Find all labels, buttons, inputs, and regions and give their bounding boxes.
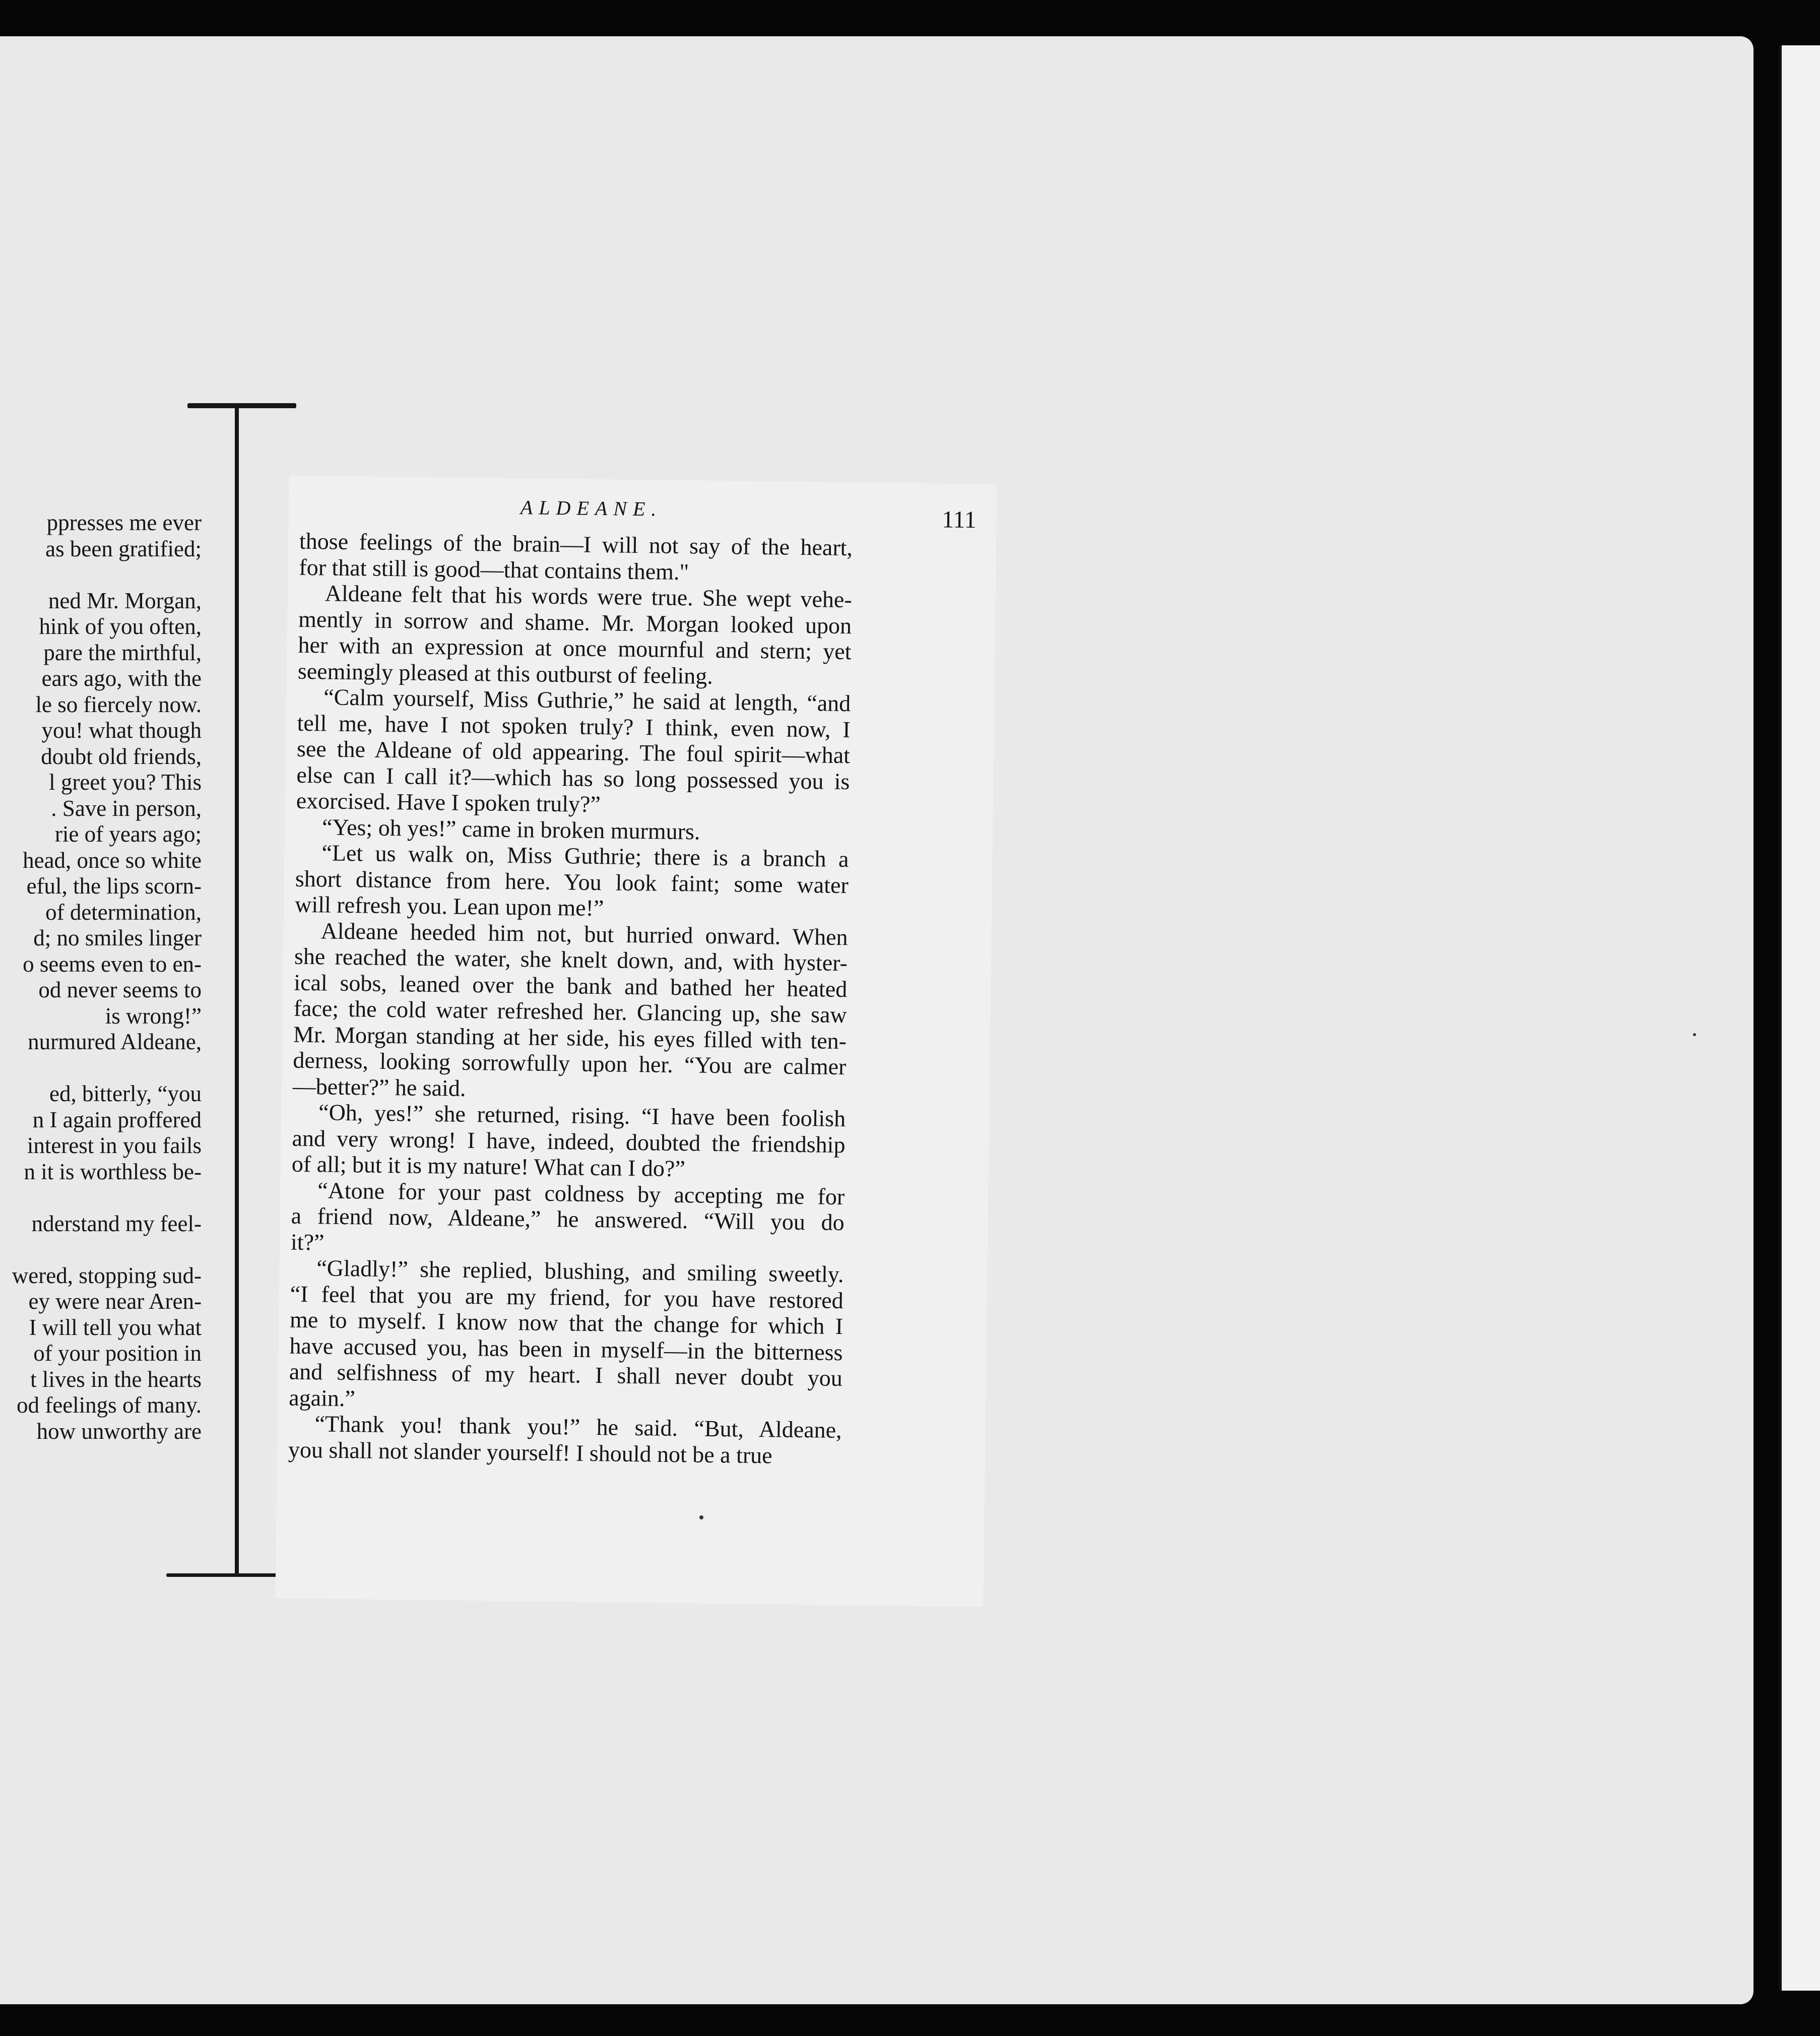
text-line: of all; but it is my nature! What can I do?”	[291, 1151, 686, 1182]
text-line: “Let us walk on, Miss Guthrie; there is a branch a	[321, 840, 849, 872]
scan-edge-dark	[1759, 0, 1779, 2036]
left-page-line: l greet you? This	[49, 770, 202, 795]
left-page-fragment	[0, 510, 202, 1528]
left-page-line: as been gratified;	[45, 536, 202, 561]
left-page-line: ned Mr. Morgan,	[48, 588, 202, 613]
left-page-line: . Save in person,	[51, 795, 202, 821]
left-page-line: le so fiercely now.	[35, 691, 202, 717]
left-page-line: I will tell you what	[29, 1314, 202, 1340]
scan-speck	[1693, 1033, 1696, 1036]
text-line: “Oh, yes!” she returned, rising. “I have been foolish	[318, 1099, 846, 1132]
gutter-rule-top	[187, 403, 296, 408]
left-page-line	[0, 1185, 202, 1211]
text-line: “Calm yourself, Miss Guthrie,” he said at length, “and	[323, 684, 851, 717]
left-page-line: rie of years ago;	[54, 821, 202, 847]
left-page-line: pare the mirthful,	[43, 640, 202, 665]
left-page-line: n it is worthless be-	[24, 1159, 202, 1184]
text-line: me to myself. I know now that the change for which I	[289, 1306, 843, 1340]
text-line: short distance from here. You look faint; some water	[295, 865, 849, 898]
left-page-line: d; no smiles linger	[33, 925, 202, 950]
left-page-line: n I again proffered	[32, 1107, 202, 1132]
text-line: will refresh you. Lean upon me!”	[294, 891, 604, 921]
left-page-line: how unworthy are	[36, 1418, 202, 1444]
left-page-line: od feelings of many.	[17, 1392, 202, 1418]
text-line: for that still is good—that contains them."	[299, 554, 689, 585]
text-line: “Gladly!” she replied, blushing, and smiling sweetly.	[316, 1255, 844, 1288]
left-page-line: hink of you often,	[39, 614, 202, 639]
left-page-line: is wrong!”	[105, 1003, 202, 1029]
left-page-line: of determination,	[45, 899, 202, 925]
text-line: “Yes; oh yes!” came in broken murmurs.	[321, 813, 700, 845]
left-page-line: od never seems to	[38, 977, 202, 1002]
running-head: ALDEANE.	[520, 496, 663, 521]
left-page-line: o seems even to en-	[23, 951, 202, 977]
text-line: “I feel that you are my friend, for you have restored	[290, 1281, 844, 1313]
text-line: else can I call it?—which has so long possessed you is	[296, 761, 850, 794]
left-page-line: wered, stopping sud-	[12, 1262, 202, 1288]
left-page-line: ears ago, with the	[41, 666, 202, 691]
text-line: tell me, have I not spoken truly? I think, even now, I	[297, 710, 851, 742]
scan-edge-frame	[1779, 45, 1820, 1991]
text-line: her with an expression at once mournful and stern; yet	[298, 631, 852, 665]
scan-background	[0, 36, 1753, 2004]
left-page-line: doubt old friends,	[41, 743, 202, 769]
text-line: Mr. Morgan standing at her side, his eyes filled with ten-	[293, 1021, 847, 1054]
gutter-rule	[235, 405, 239, 1577]
left-page-line: ey were near Aren-	[28, 1289, 202, 1314]
left-page-line: t lives in the hearts	[30, 1366, 202, 1392]
text-line: it?”	[290, 1229, 324, 1255]
left-page-line: head, once so white	[23, 847, 202, 873]
scan-speck	[699, 1515, 703, 1519]
text-line: she reached the water, she knelt down, and, with hyster-	[294, 943, 848, 976]
body-text	[288, 528, 853, 1469]
left-page-line: eful, the lips scorn-	[26, 873, 202, 899]
text-line: —better?” he said.	[292, 1073, 466, 1101]
text-line: exorcised. Have I spoken truly?”	[296, 787, 601, 817]
text-line: and very wrong! I have, indeed, doubted the friendship	[292, 1125, 846, 1158]
text-line: and selfishness of my heart. I shall never doubt you	[289, 1358, 843, 1391]
left-page-line: of your position in	[33, 1341, 202, 1366]
book-page	[275, 476, 997, 1607]
text-line: Aldeane heeded him not, but hurried onward. When	[320, 917, 848, 950]
left-page-line: interest in you fails	[27, 1133, 202, 1158]
left-page-line: you! what though	[41, 718, 202, 743]
left-page-line: nderstand my feel-	[31, 1211, 202, 1236]
left-page-line: nurmured Aldeane,	[28, 1029, 202, 1054]
page-number: 111	[941, 506, 977, 534]
left-page-line: ed, bitterly, “you	[49, 1081, 202, 1106]
text-line: you shall not slander yourself! I should not be a true	[288, 1436, 772, 1468]
text-line: “Thank you! thank you!” he said. “But, Aldeane,	[314, 1411, 842, 1443]
text-line: mently in sorrow and shame. Mr. Morgan looked upon	[298, 606, 852, 639]
text-line: Aldeane felt that his words were true. She wept vehe-	[324, 580, 853, 613]
text-line: seemingly pleased at this outburst of feeling.	[297, 658, 713, 689]
text-line: have accused you, has been in myself—in the bitterness	[289, 1332, 843, 1365]
text-line: ical sobs, leaned over the bank and bathed her heated	[294, 969, 848, 1002]
left-page-line	[0, 1237, 202, 1263]
left-page-line	[0, 1055, 202, 1081]
text-line: a friend now, Aldeane,” he answered. “Will you do	[291, 1202, 844, 1236]
text-line: derness, looking sorrowfully upon her. “You are calmer	[293, 1047, 847, 1080]
text-line: again.”	[289, 1384, 356, 1411]
text-line: see the Aldeane of old appearing. The foul spirit—what	[296, 735, 851, 769]
text-line: face; the cold water refreshed her. Glancing up, she saw	[293, 995, 847, 1028]
text-line: “Atone for your past coldness by accepting me for	[317, 1177, 845, 1210]
text-line: those feelings of the brain—I will not say of the heart,	[299, 528, 853, 561]
left-page-line: ppresses me ever	[46, 510, 202, 535]
left-page-line	[0, 562, 202, 588]
